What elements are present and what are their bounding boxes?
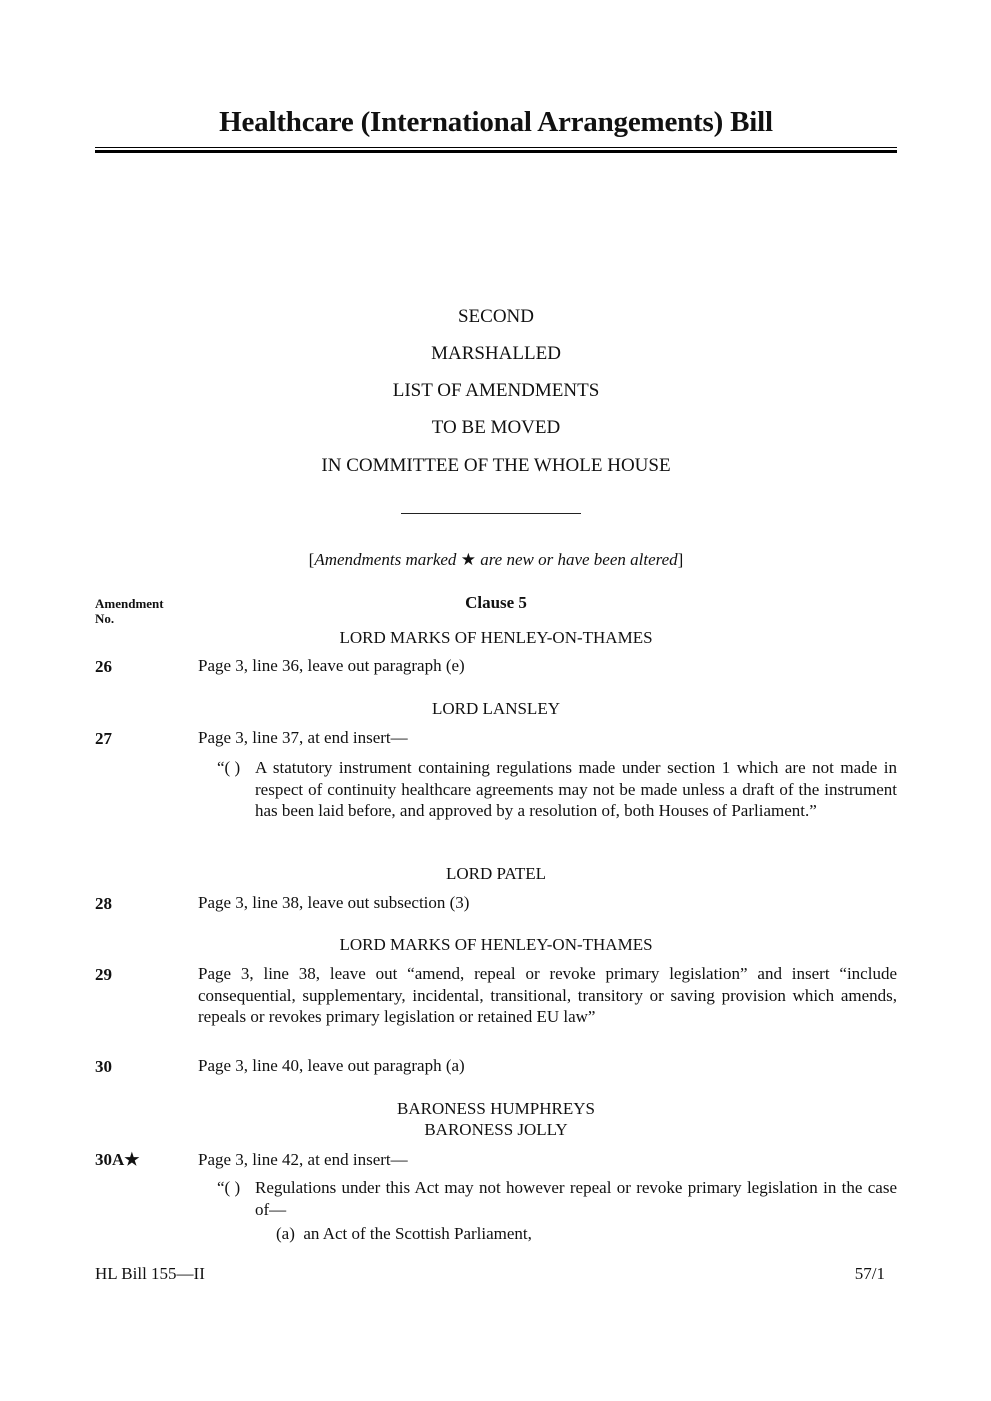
note-text-before: Amendments marked <box>314 550 461 569</box>
amendment-number: 29 <box>95 965 112 984</box>
inserted-text: A statutory instrument containing regulations made under section 1 which are not made in respect of continuity healthcare agreements may not be made unless a draft of the instrument has been laid before, and approved by a resolution of, both Houses of Parliament.” <box>255 758 897 820</box>
amendment-header-line2: No. <box>95 611 115 626</box>
amendment-header-line1: Amendment <box>95 596 164 611</box>
amendment-text: Page 3, line 38, leave out “amend, repeal or revoke primary legislation” and insert “include consequential, supplementary, incidental, transitional, transitory or saving provision which amends, repeals or revokes primary legislation or retained EU law” <box>198 964 897 1026</box>
cover-line-committee: IN COMMITTEE OF THE WHOLE HOUSE <box>321 455 671 476</box>
amendment-text: Page 3, line 38, leave out subsection (3) <box>198 893 470 912</box>
inserted-text: Regulations under this Act may not however repeal or revoke primary legislation in the case of— <box>255 1178 897 1219</box>
note-bracket-close: ] <box>677 550 684 569</box>
title-rule-thin <box>95 147 897 148</box>
amendments-note <box>95 550 897 570</box>
amendment-number: 30A★ <box>95 1150 140 1169</box>
sponsor-name: LORD MARKS OF HENLEY-ON-THAMES <box>339 628 653 647</box>
page-reference: 57/1 <box>854 1264 885 1283</box>
star-icon: ★ <box>460 550 476 569</box>
cover-line-list: LIST OF AMENDMENTS <box>392 380 600 401</box>
amendment-text: Page 3, line 37, at end insert— <box>198 728 408 747</box>
divider-rule <box>401 513 581 514</box>
amendment-number: 27 <box>95 729 112 748</box>
sponsor-name: LORD MARKS OF HENLEY-ON-THAMES <box>339 935 653 954</box>
clause-heading: Clause 5 <box>465 593 527 612</box>
bill-reference: HL Bill 155—II <box>95 1264 205 1283</box>
quote-marker: “( ) <box>217 758 241 777</box>
bill-title: Healthcare (International Arrangements) Bill <box>219 106 773 138</box>
sponsor-name: BARONESS JOLLY <box>424 1120 568 1139</box>
quote-marker: “( ) <box>217 1178 241 1197</box>
sponsor-name: LORD PATEL <box>446 864 546 883</box>
page-footer <box>95 1264 885 1284</box>
title-rule-thick <box>95 150 897 153</box>
sponsor-name: BARONESS HUMPHREYS <box>397 1099 595 1118</box>
note-bracket-open: [ <box>308 550 315 569</box>
cover-line-moved: TO BE MOVED <box>431 417 561 438</box>
cover-line-second: SECOND <box>457 306 534 327</box>
note-text-after: are new or have been altered <box>475 550 678 569</box>
inserted-text-block <box>217 757 897 822</box>
amendment-text: Page 3, line 40, leave out paragraph (a) <box>198 1056 465 1075</box>
amendment-number: 26 <box>95 657 112 676</box>
amendment-number: 28 <box>95 894 112 913</box>
inserted-text-block <box>217 1177 897 1220</box>
cover-line-marshalled: MARSHALLED <box>431 343 561 364</box>
sponsor-name: LORD LANSLEY <box>432 699 560 718</box>
amendment-number: 30 <box>95 1057 112 1076</box>
amendment-text: Page 3, line 42, at end insert— <box>198 1150 408 1169</box>
sub-item: (a) an Act of the Scottish Parliament, <box>276 1224 532 1243</box>
amendment-text: Page 3, line 36, leave out paragraph (e) <box>198 656 465 675</box>
